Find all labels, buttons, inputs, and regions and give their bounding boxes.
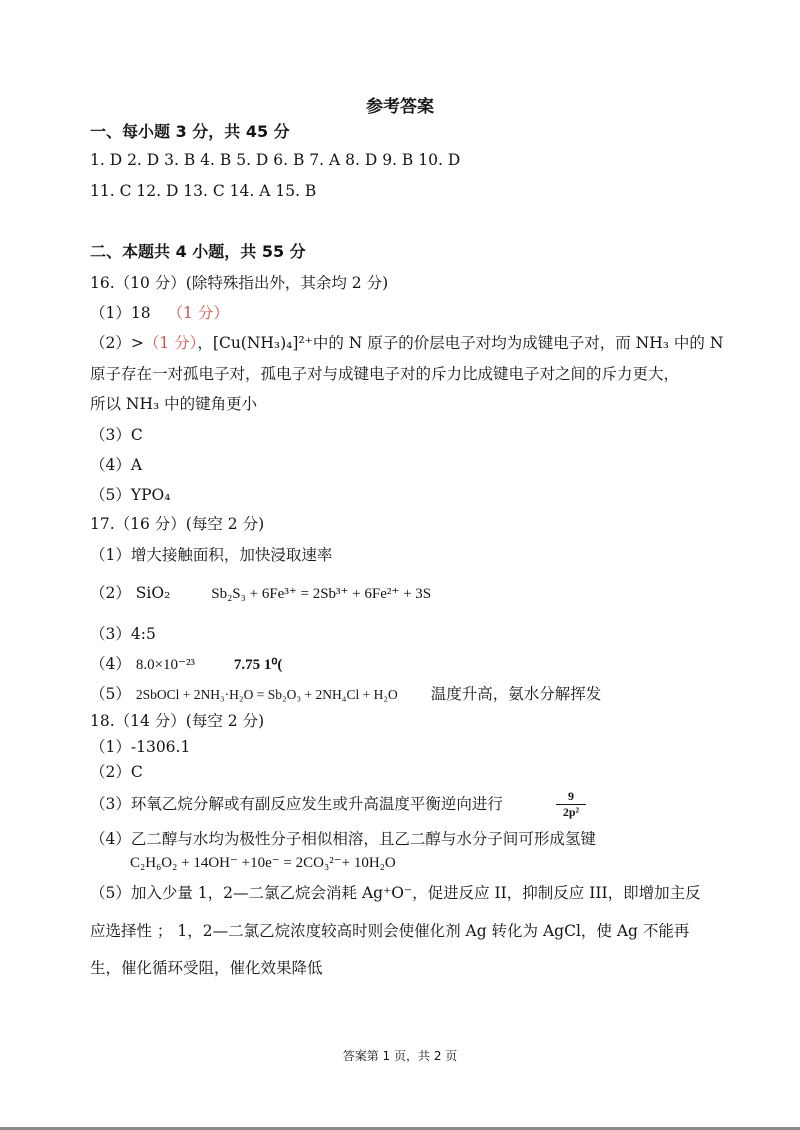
q17-a4-value1: 8.0×10⁻²³ [135, 657, 195, 673]
part2-heading: 二、本题共 4 小题，共 55 分 [90, 242, 306, 261]
q18-answer-2: （2）C [90, 763, 143, 781]
fraction-denominator: 2p² [562, 805, 580, 819]
q16-a2-text: ，[Cu(NH₃)₄]²⁺中的 N 原子的价层电子对均为成键电子对，而 NH₃ 中的 N [197, 334, 724, 352]
q16-answer-1 [90, 303, 229, 323]
q17-header: 17.（16 分）(每空 2 分) [90, 515, 265, 533]
page-title: 参考答案 [366, 97, 434, 117]
q18-header: 18.（14 分）(每空 2 分) [90, 712, 265, 730]
fraction-numerator: 9 [568, 789, 574, 803]
q17-answer-3: （3）4:5 [90, 625, 156, 643]
q17-answer-5 [90, 684, 601, 705]
q17-a2-label: （2） SiO₂ [90, 584, 171, 602]
q18-answer-5-line2: 应选择性 ； 1，2—二氯乙烷浓度较高时则会使催化剂 Ag 转化为 AgCl，使 Ag 不能再 [90, 922, 690, 940]
q16-answer-2-line3: 所以 NH₃ 中的键角更小 [90, 395, 258, 413]
q17-answer-2 [90, 583, 431, 604]
q16-a2-score: （1 分） [143, 334, 198, 352]
part1-answers-row1: 1. D 2. D 3. B 4. B 5. D 6. B 7. A 8. D 9. B 10. D [90, 151, 461, 169]
q16-a1-text: （1）18 [90, 304, 151, 322]
q16-answer-2 [90, 333, 723, 353]
q17-a4-label: （4） [90, 655, 131, 673]
q17-a5-label: （5） [90, 685, 131, 703]
q18-answer-5-line1: （5）加入少量 1，2—二氯乙烷会消耗 Ag⁺O⁻，促进反应 II，抑制反应 III，即增加主反 [90, 884, 701, 902]
q18-answer-1: （1）-1306.1 [90, 738, 191, 756]
q18-a3-fraction [556, 790, 586, 819]
q18-answer-3: （3）环氧乙烷分解或有副反应发生或升高温度平衡逆向进行 [90, 795, 503, 813]
q17-a2-equation: Sb₂S₃ + 6Fe³⁺ = 2Sb³⁺ + 6Fe²⁺ + 3S [211, 586, 432, 602]
q18-a4-equation: C₂H₆O₂ + 14OH⁻ +10e⁻ = 2CO₃²⁻+ 10H₂O [130, 855, 396, 871]
q16-a2-prefix: （2）> [90, 334, 144, 352]
q16-answer-3: （3）C [90, 426, 143, 444]
q16-answer-4: （4）A [90, 456, 143, 474]
q16-header: 16.（10 分）(除特殊指出外，其余均 2 分) [90, 274, 389, 292]
q17-a5-equation: 2SbOCl + 2NH₃·H₂O = Sb₂O₃ + 2NH₄Cl + H₂O [135, 687, 398, 702]
q18-answer-5-line3: 生，催化循环受阻，催化效果降低 [90, 959, 323, 977]
q17-a4-value2: 7.75 1⁰( [233, 657, 283, 673]
q17-answer-1: （1）增大接触面积，加快浸取速率 [90, 546, 333, 564]
q16-answer-2-line2: 原子存在一对孤电子对，孤电子对与成键电子对的斥力比成键电子对之间的斥力更大， [90, 365, 680, 383]
q17-answer-4 [90, 654, 282, 675]
q18-answer-4: （4）乙二醇与水均为极性分子相似相溶，且乙二醇与水分子间可形成氢键 [90, 830, 596, 848]
part1-heading: 一、每小题 3 分，共 45 分 [90, 122, 290, 141]
q16-a1-score: （1 分） [167, 304, 229, 322]
q16-answer-5: （5）YPO₄ [90, 486, 171, 504]
part1-answers-row2: 11. C 12. D 13. C 14. A 15. B [90, 182, 317, 200]
page-footer: 答案第 1 页，共 2 页 [342, 1049, 458, 1063]
q17-a5-reason: 温度升高，氨水分解挥发 [430, 685, 602, 703]
